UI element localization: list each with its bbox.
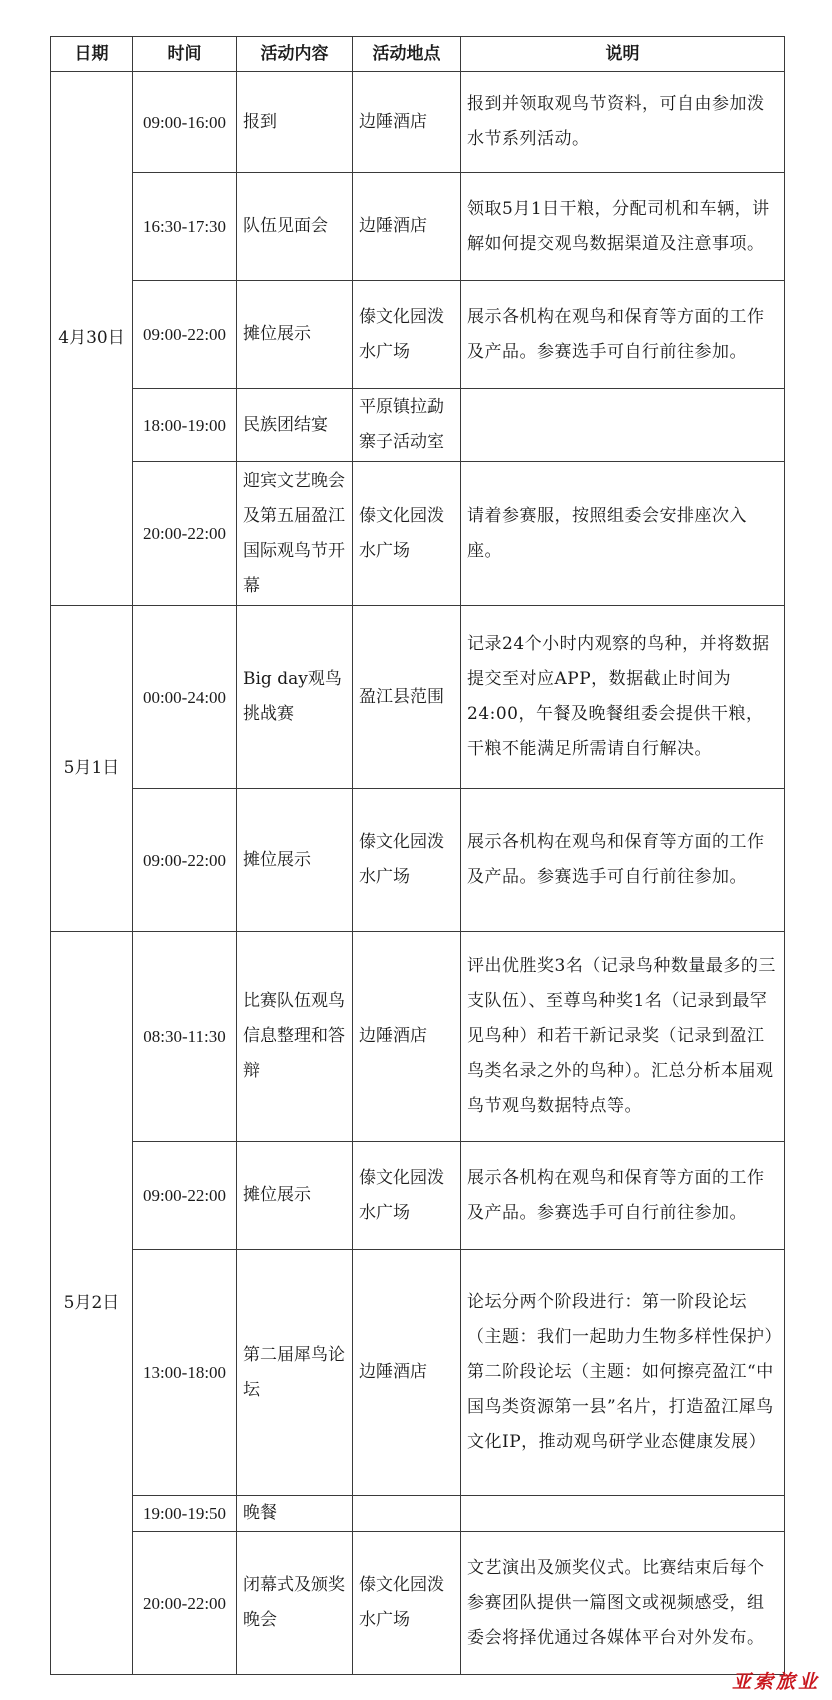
time-cell: 16:30-17:30 (133, 173, 237, 281)
table-row (51, 1142, 785, 1250)
time-cell: 13:00-18:00 (133, 1250, 237, 1496)
note-cell: 展示各机构在观鸟和保育等方面的工作及产品。参赛选手可自行前往参加。 (461, 281, 785, 389)
activity-cell: 摊位展示 (237, 281, 353, 389)
time-cell: 18:00-19:00 (133, 389, 237, 462)
activity-cell: 比赛队伍观鸟信息整理和答辩 (237, 932, 353, 1142)
table-row (51, 462, 785, 606)
table-row (51, 389, 785, 462)
activity-cell: 闭幕式及颁奖晚会 (237, 1532, 353, 1675)
time-cell: 09:00-22:00 (133, 789, 237, 932)
table-row (51, 173, 785, 281)
activity-cell: 队伍见面会 (237, 173, 353, 281)
location-cell: 傣文化园泼水广场 (353, 462, 461, 606)
schedule-table (50, 36, 785, 1675)
activity-cell: 民族团结宴 (237, 389, 353, 462)
activity-cell: 晚餐 (237, 1496, 353, 1532)
activity-cell: 报到 (237, 72, 353, 173)
note-cell: 记录24个小时内观察的鸟种，并将数据提交至对应APP，数据截止时间为24:00，午餐及晚餐组委会提供干粮，干粮不能满足所需请自行解决。 (461, 606, 785, 789)
note-cell: 论坛分两个阶段进行：第一阶段论坛（主题：我们一起助力生物多样性保护）第二阶段论坛（主题：如何擦亮盈江“中国鸟类资源第一县”名片，打造盈江犀鸟文化IP，推动观鸟研学业态健康发展） (461, 1250, 785, 1496)
table-row (51, 789, 785, 932)
table-row (51, 72, 785, 173)
activity-cell: 摊位展示 (237, 789, 353, 932)
table-row (51, 932, 785, 1142)
note-cell: 评出优胜奖3名（记录鸟种数量最多的三支队伍）、至尊鸟种奖1名（记录到最罕见鸟种）和若干新记录奖（记录到盈江鸟类名录之外的鸟种）。汇总分析本届观鸟节观鸟数据特点等。 (461, 932, 785, 1142)
date-cell: 4月30日 (51, 72, 133, 606)
date-cell: 5月2日 (51, 932, 133, 1675)
location-cell: 边陲酒店 (353, 932, 461, 1142)
table-row (51, 1496, 785, 1532)
note-cell: 请着参赛服，按照组委会安排座次入座。 (461, 462, 785, 606)
header-location: 活动地点 (353, 37, 461, 72)
note-cell: 报到并领取观鸟节资料，可自由参加泼水节系列活动。 (461, 72, 785, 173)
location-cell (353, 1496, 461, 1532)
location-cell: 边陲酒店 (353, 173, 461, 281)
activity-cell: 第二届犀鸟论坛 (237, 1250, 353, 1496)
note-cell: 展示各机构在观鸟和保育等方面的工作及产品。参赛选手可自行前往参加。 (461, 1142, 785, 1250)
activity-cell: 摊位展示 (237, 1142, 353, 1250)
location-cell: 傣文化园泼水广场 (353, 789, 461, 932)
time-cell: 09:00-16:00 (133, 72, 237, 173)
note-cell: 领取5月1日干粮，分配司机和车辆，讲解如何提交观鸟数据渠道及注意事项。 (461, 173, 785, 281)
location-cell: 傣文化园泼水广场 (353, 281, 461, 389)
time-cell: 09:00-22:00 (133, 281, 237, 389)
time-cell: 00:00-24:00 (133, 606, 237, 789)
table-row (51, 606, 785, 789)
table-row (51, 1532, 785, 1675)
location-cell: 边陲酒店 (353, 72, 461, 173)
header-time: 时间 (133, 37, 237, 72)
note-cell (461, 389, 785, 462)
header-row (51, 37, 785, 72)
header-activity: 活动内容 (237, 37, 353, 72)
note-cell (461, 1496, 785, 1532)
activity-cell: Big day观鸟挑战赛 (237, 606, 353, 789)
time-cell: 08:30-11:30 (133, 932, 237, 1142)
header-date: 日期 (51, 37, 133, 72)
note-cell: 展示各机构在观鸟和保育等方面的工作及产品。参赛选手可自行前往参加。 (461, 789, 785, 932)
location-cell: 平原镇拉勐寨子活动室 (353, 389, 461, 462)
time-cell: 20:00-22:00 (133, 1532, 237, 1675)
time-cell: 20:00-22:00 (133, 462, 237, 606)
time-cell: 19:00-19:50 (133, 1496, 237, 1532)
location-cell: 盈江县范围 (353, 606, 461, 789)
date-cell: 5月1日 (51, 606, 133, 932)
activity-cell: 迎宾文艺晚会及第五届盈江国际观鸟节开幕 (237, 462, 353, 606)
table-row (51, 281, 785, 389)
watermark-logo: 亚索旅业 (731, 1671, 820, 1693)
location-cell: 边陲酒店 (353, 1250, 461, 1496)
table-row (51, 1250, 785, 1496)
header-note: 说明 (461, 37, 785, 72)
location-cell: 傣文化园泼水广场 (353, 1532, 461, 1675)
location-cell: 傣文化园泼水广场 (353, 1142, 461, 1250)
time-cell: 09:00-22:00 (133, 1142, 237, 1250)
note-cell: 文艺演出及颁奖仪式。比赛结束后每个参赛团队提供一篇图文或视频感受，组委会将择优通过各媒体平台对外发布。 (461, 1532, 785, 1675)
